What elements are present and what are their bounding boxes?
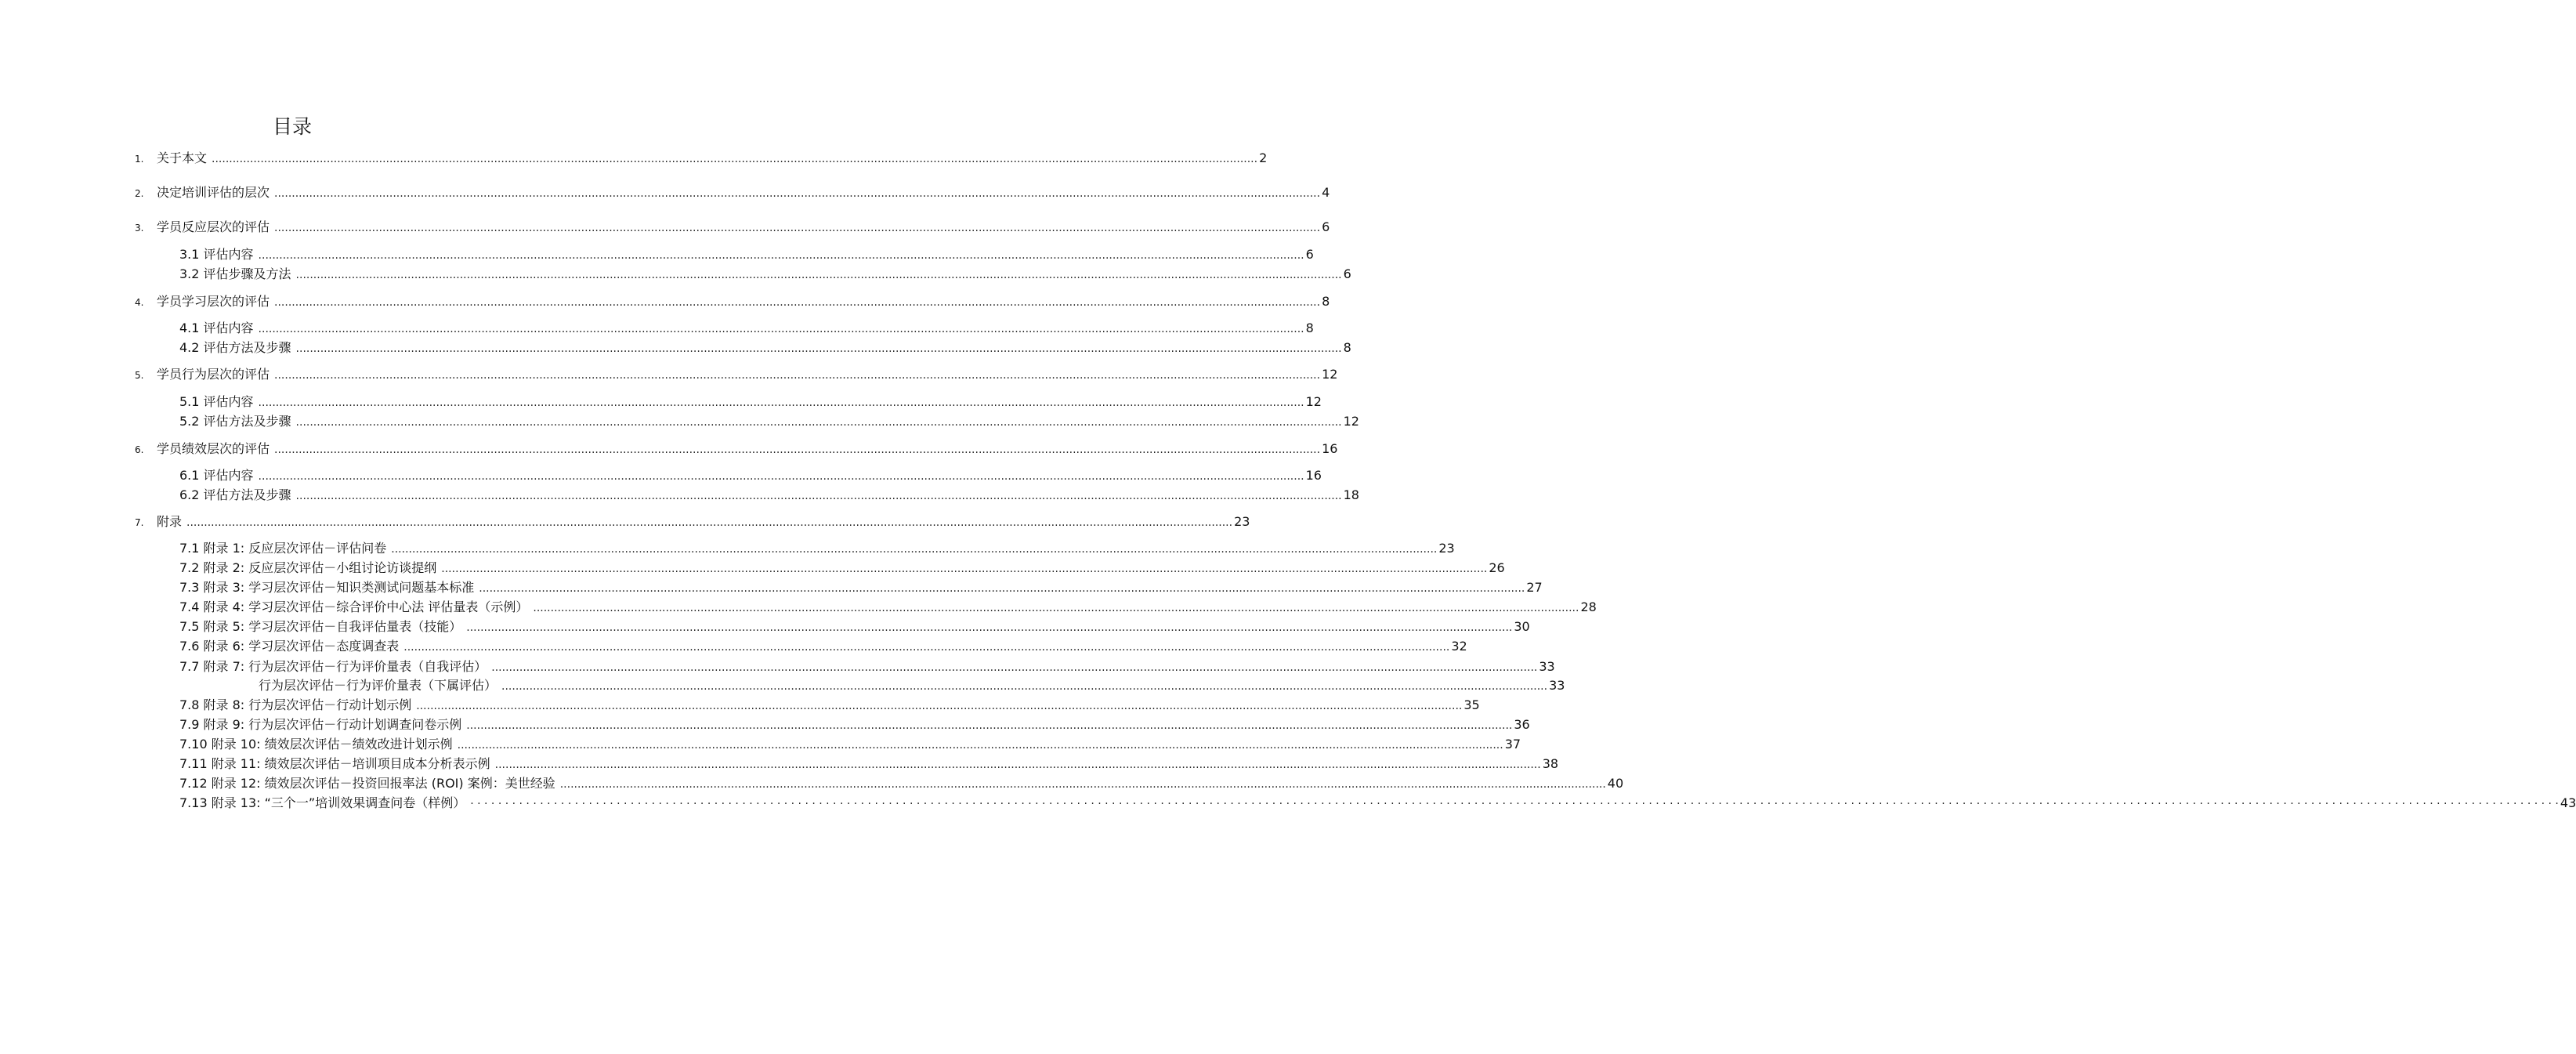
toc-entry-label: 5.1 评估内容 bbox=[179, 394, 254, 409]
toc-dot-leader: ............................................................................................................................................................................................................................................................................................................ bbox=[295, 342, 1342, 355]
toc-dot-leader: ............................................................................................................................................................................................................................................................................................................ bbox=[559, 778, 1606, 791]
toc-page-number: 12 bbox=[1322, 367, 1338, 382]
toc-entry-label: 6.2 评估方法及步骤 bbox=[179, 487, 291, 502]
toc-entry-label: 学员绩效层次的评估 bbox=[157, 441, 270, 456]
toc-entry[interactable] bbox=[179, 266, 1351, 284]
page-title: 目录 bbox=[273, 115, 313, 138]
toc-dot-leader: ............................................................................................................................................................................................................................................................................................................ bbox=[212, 153, 1258, 165]
toc-entry-label: 学员行为层次的评估 bbox=[157, 367, 270, 382]
toc-entry-label: 关于本文 bbox=[157, 150, 208, 165]
toc-entry-label: 学员学习层次的评估 bbox=[157, 294, 270, 309]
toc-entry[interactable] bbox=[179, 795, 2576, 813]
toc-dot-leader: ............................................................................................................................................................................................................................................................................................................ bbox=[479, 582, 1525, 595]
toc-dot-leader: ............................................................................................................................................................................................................................................................................................................ bbox=[491, 661, 1538, 674]
toc-entry-label: 5.2 评估方法及步骤 bbox=[179, 414, 291, 429]
toc-entry[interactable] bbox=[179, 755, 1559, 773]
toc-dot-leader: ............................................................................................................................................................................................................................................................................................................ bbox=[274, 222, 1321, 234]
toc-entry[interactable] bbox=[179, 560, 1505, 578]
toc-dot-leader: ............................................................................................................................................................................................................................................................................................................ bbox=[258, 397, 1304, 409]
toc-dot-leader: ............................................................................................................................................................................................................................................................................................................ bbox=[186, 516, 1233, 529]
toc-entry-number: 6. bbox=[135, 444, 144, 455]
toc-entry[interactable] bbox=[179, 618, 1530, 636]
toc-entry-label: 学员反应层次的评估 bbox=[157, 219, 270, 234]
toc-entry[interactable] bbox=[179, 658, 1555, 676]
toc-dot-leader: ............................................................................................................................................................................................................................................................................................................ bbox=[295, 416, 1342, 429]
toc-dot-leader: ............................................................................................................................................................................................................................................................................................................ bbox=[457, 739, 1503, 752]
toc-page-number: 18 bbox=[1343, 487, 1359, 502]
toc-page-number: 35 bbox=[1463, 697, 1480, 712]
toc-dot-leader: ............................................................................................................................................................................................................................................................................................................ bbox=[466, 719, 1513, 732]
toc-entry[interactable] bbox=[179, 339, 1351, 357]
toc-dot-leader: · · · · · · · · · · · · · · · · · · · · · · · · · · · · · · · · · · · · · · · · · · · · · · · · · · · · · · · · · · · · · · · · · · · · · · · · · · · · · · · · · · · · · · · · · · · · · · · · · · · · · · · · · · · · · · · · · · · · · · · · · · · · · · · · · · · · · · · · · · · · · · · · · · · · · · · · · · · · · · · · · · · · · · · · · · · · · · · · · · · · · · · · · · · · · · · · · · · · · · · · · · · · · · · · · · · · · · · · · · · · · · · · · · · · · · · · · · · · · · · · · · · · · · · · · · · · · · · · · · · · · · · · · · · · · · · · · · · · · · · · · · · · · · · · · · · · · · · · · · · · bbox=[470, 798, 2559, 810]
toc-entry-label: 7.2 附录 2: 反应层次评估－小组讨论访谈提纲 bbox=[179, 560, 437, 575]
toc-dot-leader: ............................................................................................................................................................................................................................................................................................................ bbox=[295, 490, 1342, 502]
toc-entry[interactable] bbox=[179, 467, 1322, 485]
toc-page-number: 30 bbox=[1514, 619, 1530, 634]
toc-entry-label: 7.7 附录 7: 行为层次评估－行为评价量表（自我评估） bbox=[179, 659, 487, 674]
toc-page-number: 28 bbox=[1580, 599, 1597, 614]
toc-dot-leader: ............................................................................................................................................................................................................................................................................................................ bbox=[274, 444, 1321, 456]
toc-entry-label: 7.4 附录 4: 学习层次评估－综合评价中心法 评估量表（示例） bbox=[179, 599, 529, 614]
toc-dot-leader: ............................................................................................................................................................................................................................................................................................................ bbox=[441, 563, 1488, 575]
toc-entry-label: 7.10 附录 10: 绩效层次评估－绩效改进计划示例 bbox=[179, 737, 453, 752]
toc-entry[interactable] bbox=[179, 246, 1314, 264]
toc-entry-label: 7.5 附录 5: 学习层次评估－自我评估量表（技能） bbox=[179, 619, 462, 634]
toc-entry-label: 决定培训评估的层次 bbox=[157, 185, 270, 200]
toc-dot-leader: ............................................................................................................................................................................................................................................................................................................ bbox=[258, 470, 1304, 483]
toc-entry[interactable] bbox=[135, 150, 1268, 168]
toc-page-number: 43 bbox=[2560, 795, 2576, 810]
toc-entry-label: 7.8 附录 8: 行为层次评估－行动计划示例 bbox=[179, 697, 412, 712]
toc-entry-label: 4.1 评估内容 bbox=[179, 321, 254, 335]
toc-page-number: 16 bbox=[1305, 468, 1322, 483]
toc-entry-label: 7.6 附录 6: 学习层次评估－态度调查表 bbox=[179, 639, 400, 654]
toc-page-number: 8 bbox=[1343, 340, 1351, 355]
toc-entry[interactable] bbox=[179, 599, 1597, 617]
toc-page-number: 8 bbox=[1322, 294, 1330, 309]
toc-entry-number: 5. bbox=[135, 370, 144, 381]
toc-page-number: 2 bbox=[1259, 150, 1268, 165]
toc-entry[interactable] bbox=[179, 638, 1467, 656]
toc-page-number: 26 bbox=[1489, 560, 1505, 575]
toc-dot-leader: ............................................................................................................................................................................................................................................................................................................ bbox=[258, 323, 1304, 335]
toc-page-number: 12 bbox=[1343, 414, 1359, 429]
toc-page-number: 32 bbox=[1451, 639, 1467, 654]
toc-entry[interactable] bbox=[259, 677, 1565, 695]
toc-dot-leader: ............................................................................................................................................................................................................................................................................................................ bbox=[391, 543, 1438, 556]
toc-entry-label: 3.2 评估步骤及方法 bbox=[179, 266, 291, 281]
toc-entry[interactable] bbox=[135, 440, 1338, 458]
toc-entry-number: 1. bbox=[135, 154, 144, 165]
toc-page-number: 33 bbox=[1549, 678, 1565, 693]
toc-page-number: 33 bbox=[1539, 659, 1555, 674]
toc-entry[interactable] bbox=[179, 775, 1624, 793]
toc-entry[interactable] bbox=[179, 393, 1322, 411]
toc-entry-number: 2. bbox=[135, 188, 144, 199]
toc-dot-leader: ............................................................................................................................................................................................................................................................................................................ bbox=[274, 369, 1321, 382]
toc-dot-leader: ............................................................................................................................................................................................................................................................................................................ bbox=[466, 621, 1513, 634]
toc-page-number: 6 bbox=[1343, 266, 1351, 281]
toc-dot-leader: ............................................................................................................................................................................................................................................................................................................ bbox=[403, 641, 1450, 654]
toc-entry[interactable] bbox=[179, 540, 1455, 558]
toc-entry[interactable] bbox=[135, 513, 1250, 531]
toc-entry-label: 6.1 评估内容 bbox=[179, 468, 254, 483]
toc-page-number: 16 bbox=[1322, 441, 1338, 456]
toc-entry-label: 7.13 附录 13: “三个一”培训效果调查问卷（样例） bbox=[179, 795, 466, 810]
toc-entry[interactable] bbox=[135, 293, 1330, 311]
toc-page-number: 6 bbox=[1305, 247, 1314, 262]
toc-entry[interactable] bbox=[179, 579, 1543, 597]
toc-dot-leader: ............................................................................................................................................................................................................................................................................................................ bbox=[494, 759, 1541, 771]
toc-entry[interactable] bbox=[179, 736, 1521, 754]
toc-dot-leader: ............................................................................................................................................................................................................................................................................................................ bbox=[295, 269, 1342, 281]
toc-page-number: 12 bbox=[1305, 394, 1322, 409]
toc-dot-leader: ............................................................................................................................................................................................................................................................................................................ bbox=[274, 296, 1321, 309]
toc-entry-label: 3.1 评估内容 bbox=[179, 247, 254, 262]
toc-entry[interactable] bbox=[179, 487, 1359, 505]
toc-entry-label: 7.12 附录 12: 绩效层次评估－投资回报率法 (ROI) 案例：美世经验 bbox=[179, 776, 555, 791]
toc-entry-label: 行为层次评估－行为评价量表（下属评估） bbox=[259, 678, 497, 693]
toc-page-number: 23 bbox=[1234, 514, 1250, 529]
toc-entry-label: 附录 bbox=[157, 514, 183, 529]
toc-entry-label: 4.2 评估方法及步骤 bbox=[179, 340, 291, 355]
toc-dot-leader: ............................................................................................................................................................................................................................................................................................................ bbox=[258, 249, 1304, 262]
toc-page-number: 40 bbox=[1607, 776, 1624, 791]
toc-entry-label: 7.3 附录 3: 学习层次评估－知识类测试问题基本标准 bbox=[179, 580, 475, 595]
toc-entry-number: 7. bbox=[135, 517, 144, 528]
toc-entry[interactable] bbox=[135, 219, 1330, 237]
toc-entry-number: 3. bbox=[135, 223, 144, 234]
toc-page-number: 4 bbox=[1322, 185, 1330, 200]
toc-page-number: 6 bbox=[1322, 219, 1330, 234]
toc-entry-number: 4. bbox=[135, 297, 144, 308]
toc-entry[interactable] bbox=[179, 716, 1530, 734]
toc-entry[interactable] bbox=[179, 320, 1314, 338]
toc-page-number: 36 bbox=[1514, 717, 1530, 732]
toc-dot-leader: ............................................................................................................................................................................................................................................................................................................ bbox=[501, 680, 1548, 693]
toc-dot-leader: ............................................................................................................................................................................................................................................................................................................ bbox=[533, 602, 1579, 614]
toc-entry-label: 7.9 附录 9: 行为层次评估－行动计划调查问卷示例 bbox=[179, 717, 462, 732]
toc-entry-label: 7.11 附录 11: 绩效层次评估－培训项目成本分析表示例 bbox=[179, 756, 490, 771]
toc-entry[interactable] bbox=[135, 366, 1338, 384]
toc-entry[interactable] bbox=[135, 184, 1330, 202]
toc-entry-label: 7.1 附录 1: 反应层次评估－评估问卷 bbox=[179, 541, 387, 556]
toc-page-number: 37 bbox=[1504, 737, 1521, 752]
toc-dot-leader: ............................................................................................................................................................................................................................................................................................................ bbox=[416, 700, 1463, 712]
toc-entry[interactable] bbox=[179, 413, 1359, 431]
toc-dot-leader: ............................................................................................................................................................................................................................................................................................................ bbox=[274, 187, 1321, 200]
toc-entry[interactable] bbox=[179, 697, 1480, 715]
toc-page-number: 23 bbox=[1438, 541, 1455, 556]
toc-page-number: 8 bbox=[1305, 321, 1314, 335]
toc-page-number: 38 bbox=[1542, 756, 1559, 771]
toc-page-number: 27 bbox=[1526, 580, 1543, 595]
